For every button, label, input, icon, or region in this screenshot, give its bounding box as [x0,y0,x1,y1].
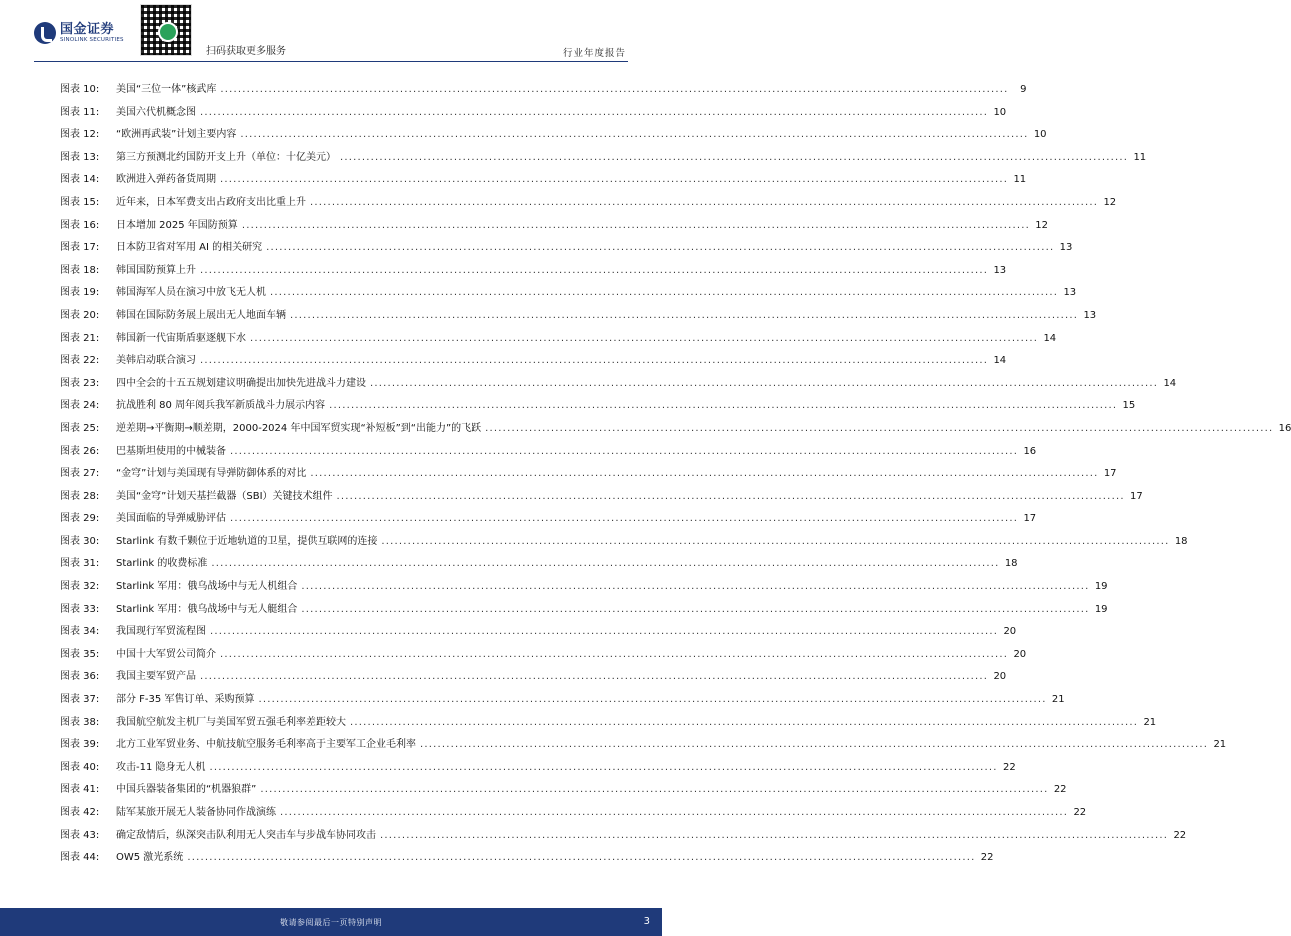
figure-number: 图表 18: [60,264,100,276]
toc-row[interactable] [60,622,1017,645]
figure-page-number: 21 [1143,716,1157,728]
figure-number: 图表 12: [60,129,100,141]
figure-title: 陆军某旅开展无人装备协同作战演练 [116,807,276,818]
dot-leader [266,242,1054,253]
page-footer [0,908,662,936]
figure-title: 近年来，日本军费支出占政府支出比重上升 [116,196,306,208]
figure-number: 图表 14: [60,174,100,186]
figure-title: 巴基斯坦使用的中械装备 [116,445,226,457]
toc-row[interactable] [60,803,1087,826]
figure-page-number: 13 [1063,287,1077,299]
figure-page-number: 14 [1043,332,1057,344]
figure-page-number: 22 [980,852,994,864]
report-type-label: 行业年度报告 [562,48,626,59]
figure-title: “欧洲再武装”计划主要内容 [116,129,237,141]
dot-leader [310,197,1098,208]
figure-page-number: 16 [1023,445,1037,457]
header-divider [34,61,628,62]
figure-page-number: 14 [1163,377,1177,389]
toc-row[interactable] [60,577,1108,600]
figure-title: Starlink 军用：俄乌战场中与无人艇组合 [116,603,298,615]
figure-number: 图表 13: [60,151,100,163]
figure-page-number: 19 [1094,581,1108,593]
figure-title: 我国主要军贸产品 [116,671,196,683]
dot-leader [301,581,1089,592]
toc-row[interactable] [60,487,1143,510]
figure-title: 美国六代机概念图 [116,106,196,118]
toc-row[interactable] [60,848,994,871]
figure-number: 图表 27: [60,468,100,480]
toc-row[interactable] [60,735,1227,758]
figure-number: 图表 10: [60,84,100,95]
figure-number: 图表 43: [60,829,100,841]
qr-code-icon[interactable] [140,4,192,56]
toc-row[interactable] [60,645,1027,668]
dot-leader [242,220,1030,231]
toc-row[interactable] [60,238,1073,261]
figure-number: 图表 29: [60,513,100,525]
figure-number: 图表 35: [60,648,100,660]
dot-leader [230,513,1018,524]
figure-title: 美韩启动联合演习 [116,355,196,367]
figure-title: 美国“三位一体”核武库 [116,84,217,95]
dot-leader [381,536,1169,547]
figure-number: 图表 33: [60,603,100,615]
toc-row[interactable] [60,374,1177,397]
figure-title: 韩国在国际防务展上展出无人地面车辆 [116,309,286,321]
figure-page-number: 12 [1035,219,1048,231]
figure-page-number: 20 [1013,648,1027,660]
figure-number: 图表 16: [60,219,100,231]
figure-title: OW5 激光系统 [116,852,184,864]
figure-page-number: 21 [1051,694,1065,706]
figure-title: 我国现行军贸流程图 [116,626,206,638]
logo-name-en: SINOLINK SECURITIES [60,36,124,43]
toc-row[interactable] [60,396,1136,419]
dot-leader [211,558,999,569]
figure-page-number: 22 [1073,807,1087,818]
figure-title: 韩国国防预算上升 [116,264,196,276]
figure-page-number: 15 [1122,400,1136,412]
toc-row[interactable] [60,306,1097,329]
figure-number: 图表 11: [60,106,100,118]
figure-page-number: 11 [1013,174,1027,186]
figure-title: 日本增加 2025 年国防预算 [116,219,238,231]
figure-page-number: 12 [1103,196,1117,208]
figure-number: 图表 34: [60,626,100,638]
toc-row[interactable] [60,667,1007,690]
figure-title: 中国十大军贸公司简介 [116,648,216,660]
figure-title: 四中全会的十五五规划建议明确提出加快先进战斗力建设 [116,377,366,389]
figure-page-number: 18 [1174,535,1188,547]
dot-leader [200,671,988,682]
figure-number: 图表 22: [60,355,100,367]
toc-row[interactable] [60,125,1047,148]
figure-page-number: 10 [993,106,1007,118]
figure-title: 我国航空航发主机厂与美国军贸五强毛利率差距较大 [116,716,346,728]
figure-number: 图表 17: [60,242,100,254]
dot-leader [220,174,1008,185]
figure-page-number: 10 [1033,129,1047,141]
toc-row[interactable] [60,170,1027,193]
dot-leader [260,784,1048,795]
figure-page-number: 13 [1083,309,1097,321]
figure-title: 部分 F-35 军售订单、采购预算 [116,694,255,706]
dot-leader [420,739,1208,750]
figure-number: 图表 19: [60,287,100,299]
dot-leader [485,423,1273,434]
dot-leader [290,310,1078,321]
dot-leader [380,830,1168,841]
figure-number: 图表 36: [60,671,100,683]
toc-row[interactable] [60,419,1291,442]
toc-row[interactable] [60,261,1007,284]
dot-leader [301,604,1089,615]
figure-page-number: 11 [1133,151,1147,163]
figure-page-number: 22 [1173,829,1187,841]
figure-number: 图表 38: [60,716,100,728]
figure-page-number: 20 [1003,626,1017,638]
dot-leader [220,649,1008,660]
qr-center-logo-icon [158,22,178,42]
dot-leader [210,762,998,773]
figure-title: 美国“金穹”计划天基拦截器（SBI）关键技术组件 [116,490,333,502]
figure-page-number: 9 [1020,84,1027,95]
figure-number: 图表 37: [60,694,100,706]
figure-page-number: 22 [1053,784,1067,796]
figure-title: 逆差期→平衡期→顺差期，2000-2024 年中国军贸实现“补短板”到“出能力”的飞跃 [116,422,482,434]
figure-number: 图表 15: [60,196,100,208]
page-number: 3 [643,916,650,927]
logo-mark-icon [34,22,56,44]
figure-page-number: 20 [993,671,1007,683]
logo-name-cn: 国金证券 [60,21,115,37]
figure-page-number: 21 [1213,739,1227,751]
figure-page-number: 14 [993,355,1007,367]
figure-title: “金穹”计划与美国现有导弹防御体系的对比 [116,468,307,480]
toc-row[interactable] [60,600,1108,623]
figure-title: 美国面临的导弹威胁评估 [116,513,226,525]
figure-title: Starlink 有数千颗位于近地轨道的卫星，提供互联网的连接 [116,535,378,547]
dot-leader [210,626,998,637]
figure-number: 图表 40: [60,761,100,773]
figure-number: 图表 26: [60,445,100,457]
toc-row[interactable] [60,554,1018,577]
dot-leader [370,378,1158,389]
toc-row[interactable] [60,351,1007,374]
figure-number: 图表 41: [60,784,100,796]
figure-page-number: 18 [1004,558,1018,570]
toc-row[interactable] [60,780,1067,803]
toc-row[interactable] [60,690,1065,713]
page-header [0,0,662,60]
figure-index-list [60,80,1291,871]
toc-row[interactable] [60,80,1027,103]
toc-row[interactable] [60,509,1037,532]
figure-title: 韩国海军人员在演习中放飞无人机 [116,287,266,299]
figure-number: 图表 21: [60,332,100,344]
figure-page-number: 13 [993,264,1007,276]
dot-leader [337,491,1125,502]
dot-leader [187,852,975,863]
toc-row[interactable] [60,193,1117,216]
toc-row[interactable] [60,532,1188,555]
figure-number: 图表 23: [60,377,100,389]
footer-disclaimer: 敬请参阅最后一页特别声明 [280,918,382,927]
figure-title: 抗战胜利 80 周年阅兵我军新质战斗力展示内容 [116,400,326,412]
dot-leader [258,694,1046,705]
figure-title: 确定敌情后，纵深突击队利用无人突击车与步战车协同攻击 [116,829,376,841]
figure-number: 图表 32: [60,581,100,593]
dot-leader [220,84,1008,95]
dot-leader [200,355,988,366]
figure-number: 图表 31: [60,558,100,570]
figure-title: 韩国新一代宙斯盾驱逐舰下水 [116,332,246,344]
figure-number: 图表 42: [60,807,100,818]
figure-title: 攻击-11 隐身无人机 [116,761,206,773]
dot-leader [270,287,1058,298]
toc-row[interactable] [60,464,1117,487]
figure-page-number: 17 [1023,513,1037,525]
figure-number: 图表 30: [60,535,100,547]
dot-leader [250,333,1038,344]
figure-page-number: 17 [1129,490,1143,502]
figure-title: Starlink 军用：俄乌战场中与无人机组合 [116,581,298,593]
figure-number: 图表 39: [60,739,100,751]
figure-title: 第三方预测北约国防开支上升（单位：十亿美元） [116,151,336,163]
toc-row[interactable] [60,329,1057,352]
figure-title: 日本防卫省对军用 AI 的相关研究 [116,242,263,254]
figure-title: Starlink 的收费标准 [116,558,208,570]
toc-row[interactable] [60,826,1187,849]
toc-row[interactable] [60,713,1157,736]
toc-row[interactable] [60,103,1007,126]
figure-number: 图表 24: [60,400,100,412]
dot-leader [230,446,1018,457]
dot-leader [200,107,988,118]
toc-row[interactable] [60,283,1077,306]
figure-title: 北方工业军贸业务、中航技航空服务毛利率高于主要军工企业毛利率 [116,739,416,751]
figure-number: 图表 44: [60,852,100,864]
dot-leader [310,468,1098,479]
toc-row[interactable] [60,442,1037,465]
company-logo [34,22,124,44]
figure-page-number: 22 [1002,761,1016,773]
dot-leader [329,400,1117,411]
toc-row[interactable] [60,148,1147,171]
scan-prompt: 扫码获取更多服务 [206,46,286,57]
dot-leader [200,265,988,276]
figure-number: 图表 28: [60,490,100,502]
figure-title: 欧洲进入弹药备货周期 [116,174,216,186]
dot-leader [240,129,1028,140]
figure-number: 图表 20: [60,309,100,321]
figure-page-number: 13 [1059,242,1073,254]
figure-page-number: 17 [1103,468,1117,480]
dot-leader [350,717,1138,728]
figure-title: 中国兵器装备集团的“机器狼群” [116,784,257,796]
dot-leader [340,152,1128,163]
figure-number: 图表 25: [60,422,100,434]
toc-row[interactable] [60,216,1048,239]
dot-leader [280,807,1068,818]
figure-page-number: 19 [1094,603,1108,615]
toc-row[interactable] [60,758,1016,781]
figure-page-number: 16 [1278,422,1291,434]
